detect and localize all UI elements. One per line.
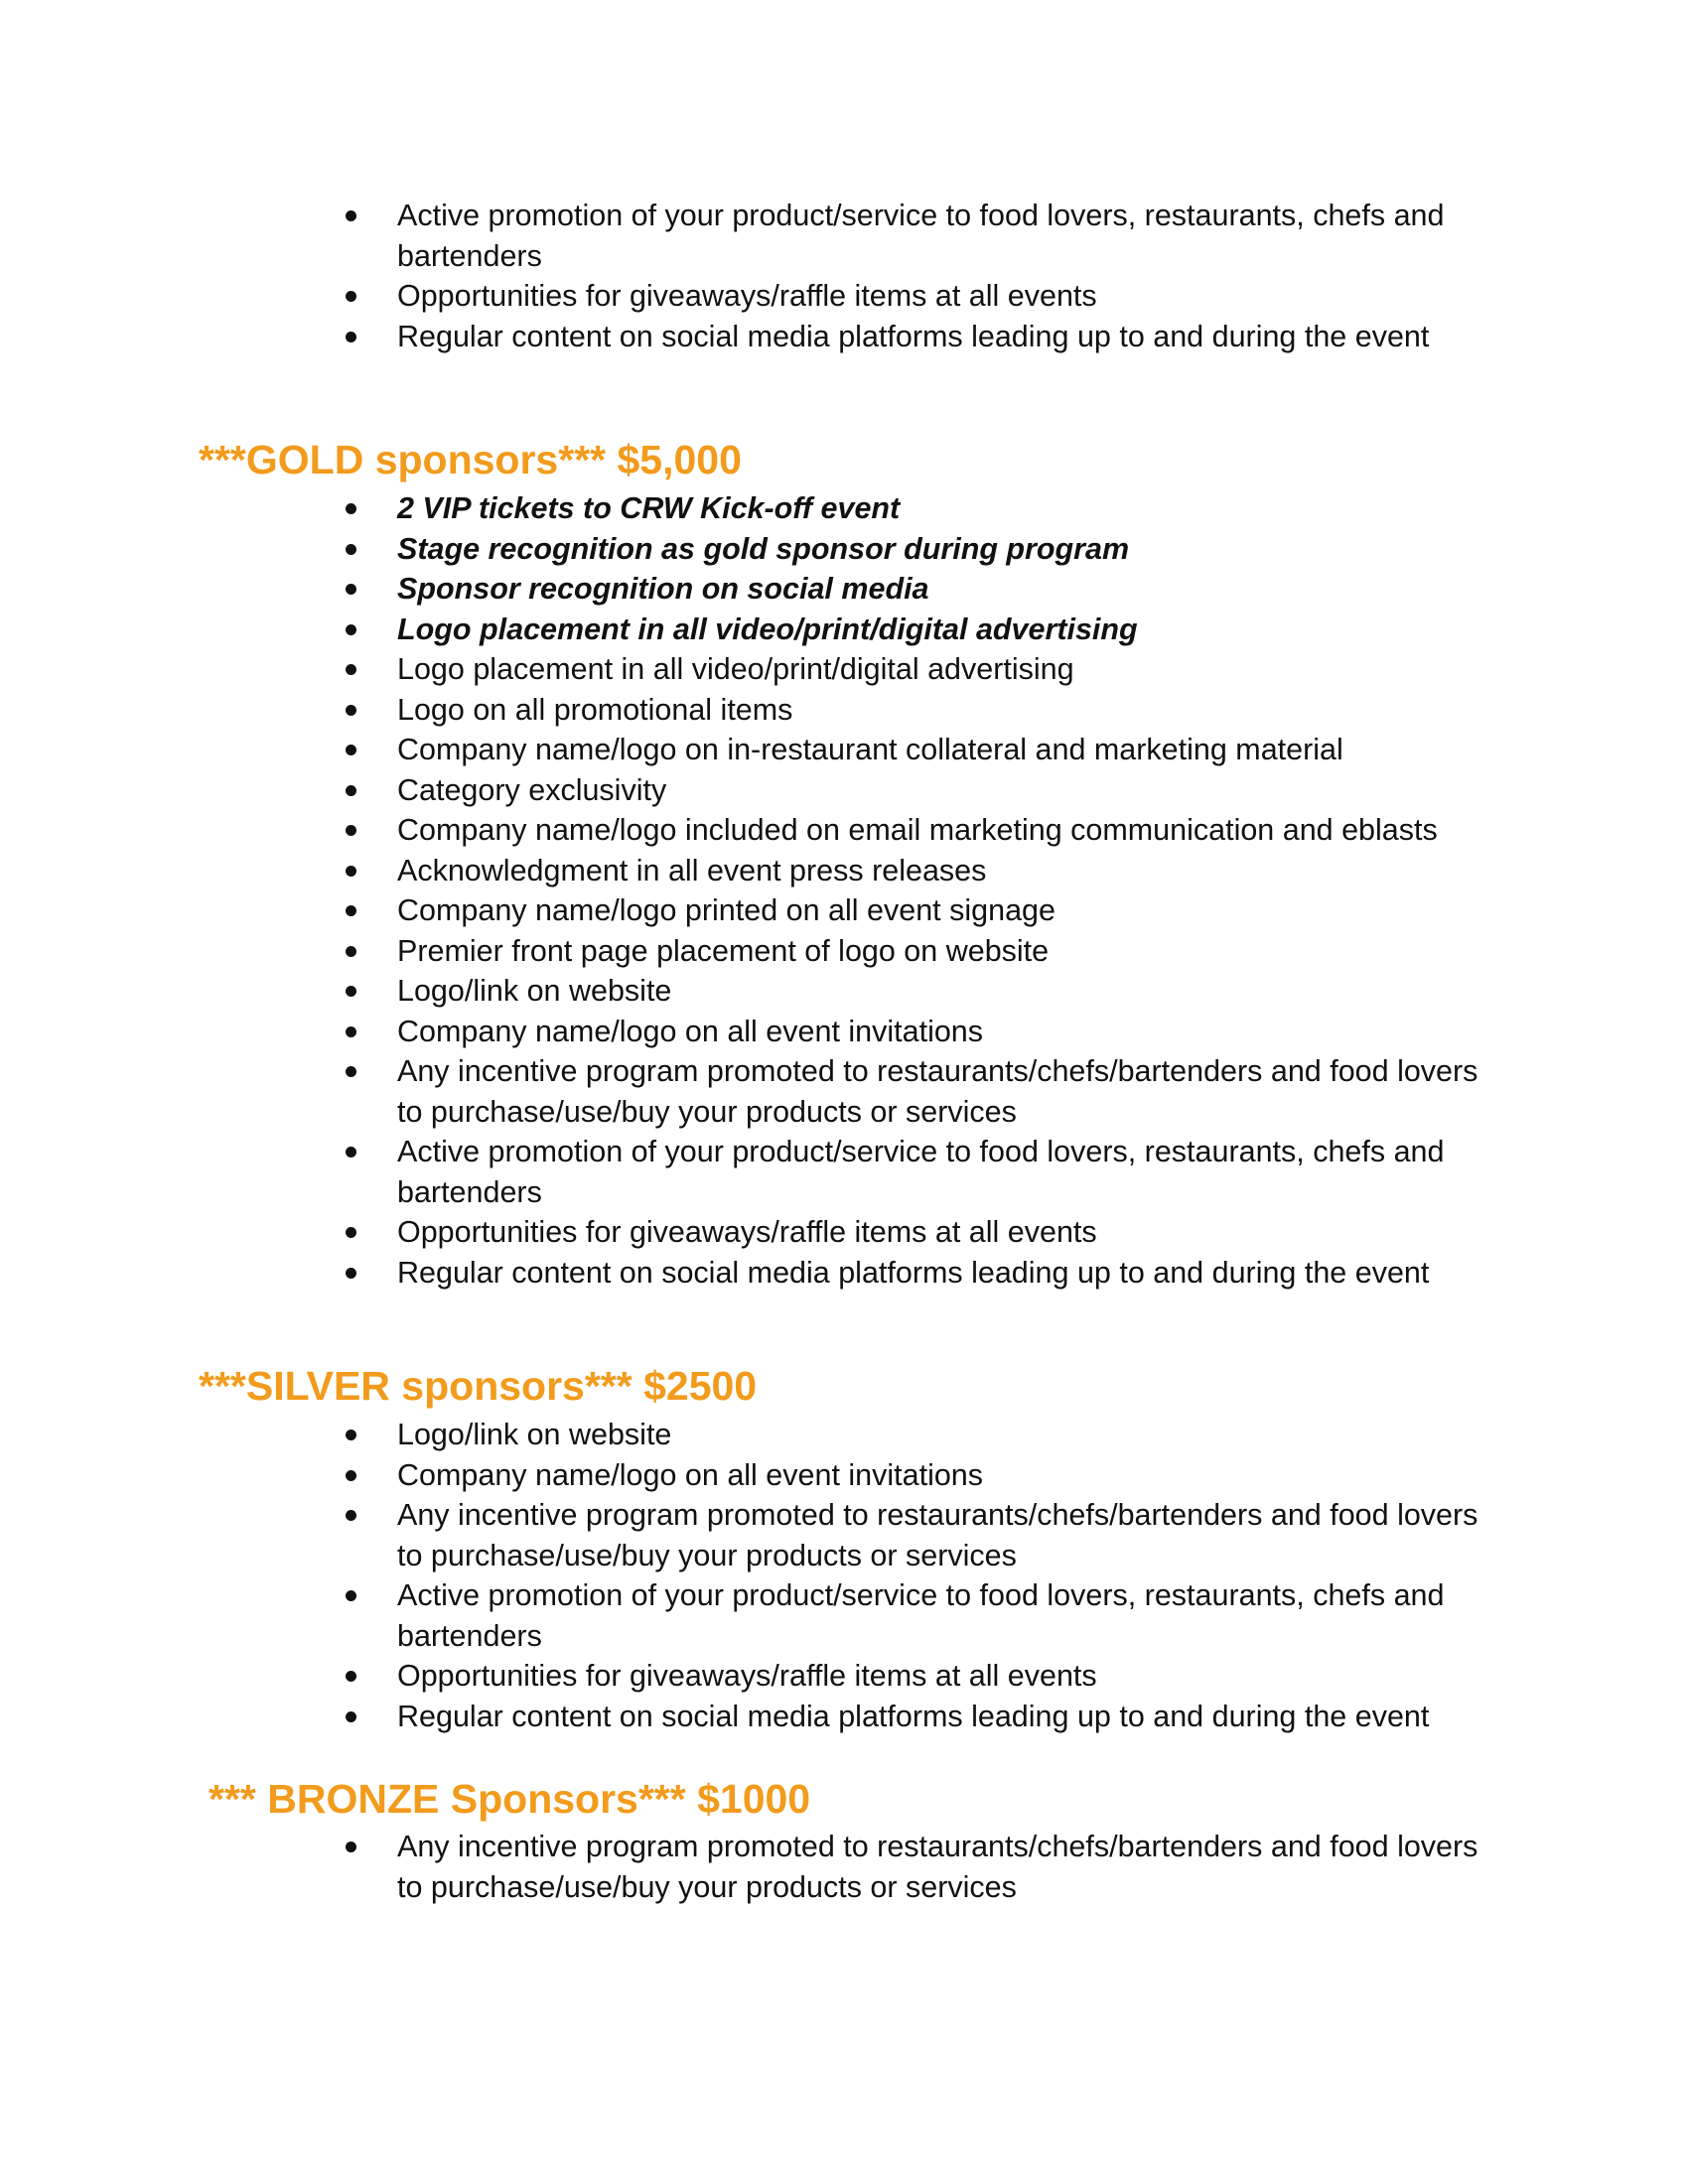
list-item-text: Logo placement in all video/print/digital advertising <box>397 612 1138 646</box>
list-item <box>346 931 1487 972</box>
list-item <box>346 1827 1487 1907</box>
bullet-icon <box>346 584 356 595</box>
bullet-icon <box>346 544 356 555</box>
list-item <box>346 810 1487 851</box>
list-item <box>346 1697 1487 1737</box>
bullet-icon <box>346 705 356 716</box>
bullet-icon <box>346 1842 356 1852</box>
list-item-text: Logo/link on website <box>397 974 672 1008</box>
bullet-icon <box>346 210 356 221</box>
list-item-text: Premier front page placement of logo on website <box>397 933 1050 968</box>
bullet-icon <box>346 1470 356 1481</box>
list-item-text: 2 VIP tickets to CRW Kick-off event <box>397 491 901 525</box>
list-item <box>346 610 1487 650</box>
list-item <box>346 1415 1487 1455</box>
list-item-text: Logo on all promotional items <box>397 692 793 727</box>
list-item <box>346 1656 1487 1697</box>
list-item <box>346 1051 1487 1132</box>
list-item <box>346 569 1487 610</box>
list-item <box>346 1253 1487 1294</box>
bullet-icon <box>346 291 356 302</box>
list-item <box>346 488 1487 529</box>
list-item-text: Logo placement in all video/print/digital advertising <box>397 652 1074 686</box>
list-item-text: Active promotion of your product/service to food lovers, restaurants, chefs and bartenders <box>397 199 1445 273</box>
list-item <box>346 1132 1487 1212</box>
bullet-icon <box>346 1510 356 1521</box>
bullet-icon <box>346 1066 356 1077</box>
list-item-text: Active promotion of your product/service to food lovers, restaurants, chefs and bartenders <box>397 1578 1445 1653</box>
silver-benefits-list <box>346 1415 1487 1736</box>
bullet-icon <box>346 1227 356 1238</box>
silver-tier-heading: ***SILVER sponsors*** $2500 <box>199 1363 758 1409</box>
bullet-icon <box>346 825 356 836</box>
list-item <box>346 317 1487 357</box>
list-item-text: Active promotion of your product/service to food lovers, restaurants, chefs and bartenders <box>397 1135 1445 1209</box>
list-item <box>346 276 1487 317</box>
bullet-icon <box>346 866 356 877</box>
gold-benefits-list <box>346 488 1487 1293</box>
list-item-text: Any incentive program promoted to restaurants/chefs/bartenders and food lovers to purchase/use/buy your products or services <box>397 1498 1478 1572</box>
bullet-icon <box>346 745 356 755</box>
list-item-text: Opportunities for giveaways/raffle items at all events <box>397 279 1097 313</box>
list-item-text: Acknowledgment in all event press releases <box>397 853 987 887</box>
bullet-icon <box>346 1147 356 1158</box>
bronze-tier-heading: *** BRONZE Sponsors*** $1000 <box>209 1776 811 1822</box>
list-item-text: Logo/link on website <box>397 1418 672 1451</box>
list-item <box>346 1212 1487 1253</box>
bullet-icon <box>346 785 356 796</box>
list-item-text: Regular content on social media platforms leading up to and during the event <box>397 1255 1430 1290</box>
list-item-text: Any incentive program promoted to restaurants/chefs/bartenders and food lovers to purchase/use/buy your products or services <box>397 1830 1478 1904</box>
list-item <box>346 971 1487 1012</box>
list-item-text: Opportunities for giveaways/raffle items at all events <box>397 1215 1097 1249</box>
bullet-icon <box>346 1590 356 1601</box>
list-item <box>346 890 1487 931</box>
list-item-text: Regular content on social media platforms leading up to and during the event <box>397 1699 1430 1733</box>
list-item <box>346 1012 1487 1052</box>
bullet-icon <box>346 1671 356 1682</box>
bullet-icon <box>346 624 356 635</box>
list-item-text: Stage recognition as gold sponsor during program <box>397 531 1130 566</box>
list-item <box>346 690 1487 731</box>
list-item <box>346 770 1487 811</box>
bullet-icon <box>346 1711 356 1722</box>
gold-tier-heading: ***GOLD sponsors*** $5,000 <box>199 437 742 482</box>
list-item-text: Any incentive program promoted to restaurants/chefs/bartenders and food lovers to purchase/use/buy your products or services <box>397 1054 1478 1129</box>
list-item-text: Company name/logo on all event invitations <box>397 1457 984 1492</box>
bullet-icon <box>346 1430 356 1440</box>
list-item-text: Regular content on social media platforms leading up to and during the event <box>397 319 1430 353</box>
list-item-text: Company name/logo on all event invitations <box>397 1014 984 1048</box>
list-item <box>346 851 1487 891</box>
intro-benefits-list <box>346 196 1487 356</box>
bullet-icon <box>346 503 356 514</box>
list-item-text: Sponsor recognition on social media <box>397 572 929 606</box>
list-item <box>346 649 1487 690</box>
list-item-text: Category exclusivity <box>397 772 667 807</box>
bullet-icon <box>346 1268 356 1279</box>
list-item-text: Company name/logo on in-restaurant collateral and marketing material <box>397 733 1343 766</box>
list-item <box>346 1575 1487 1656</box>
list-item-text: Company name/logo included on email marketing communication and eblasts <box>397 813 1438 847</box>
list-item <box>346 1495 1487 1575</box>
bronze-benefits-list <box>346 1827 1487 1907</box>
bullet-icon <box>346 332 356 342</box>
list-item-text: Company name/logo printed on all event signage <box>397 893 1055 927</box>
bullet-icon <box>346 986 356 997</box>
list-item <box>346 196 1487 276</box>
list-item <box>346 529 1487 570</box>
bullet-icon <box>346 946 356 957</box>
list-item-text: Opportunities for giveaways/raffle items at all events <box>397 1659 1097 1693</box>
bullet-icon <box>346 1026 356 1037</box>
list-item <box>346 730 1487 770</box>
bullet-icon <box>346 905 356 916</box>
list-item <box>346 1455 1487 1496</box>
bullet-icon <box>346 664 356 675</box>
